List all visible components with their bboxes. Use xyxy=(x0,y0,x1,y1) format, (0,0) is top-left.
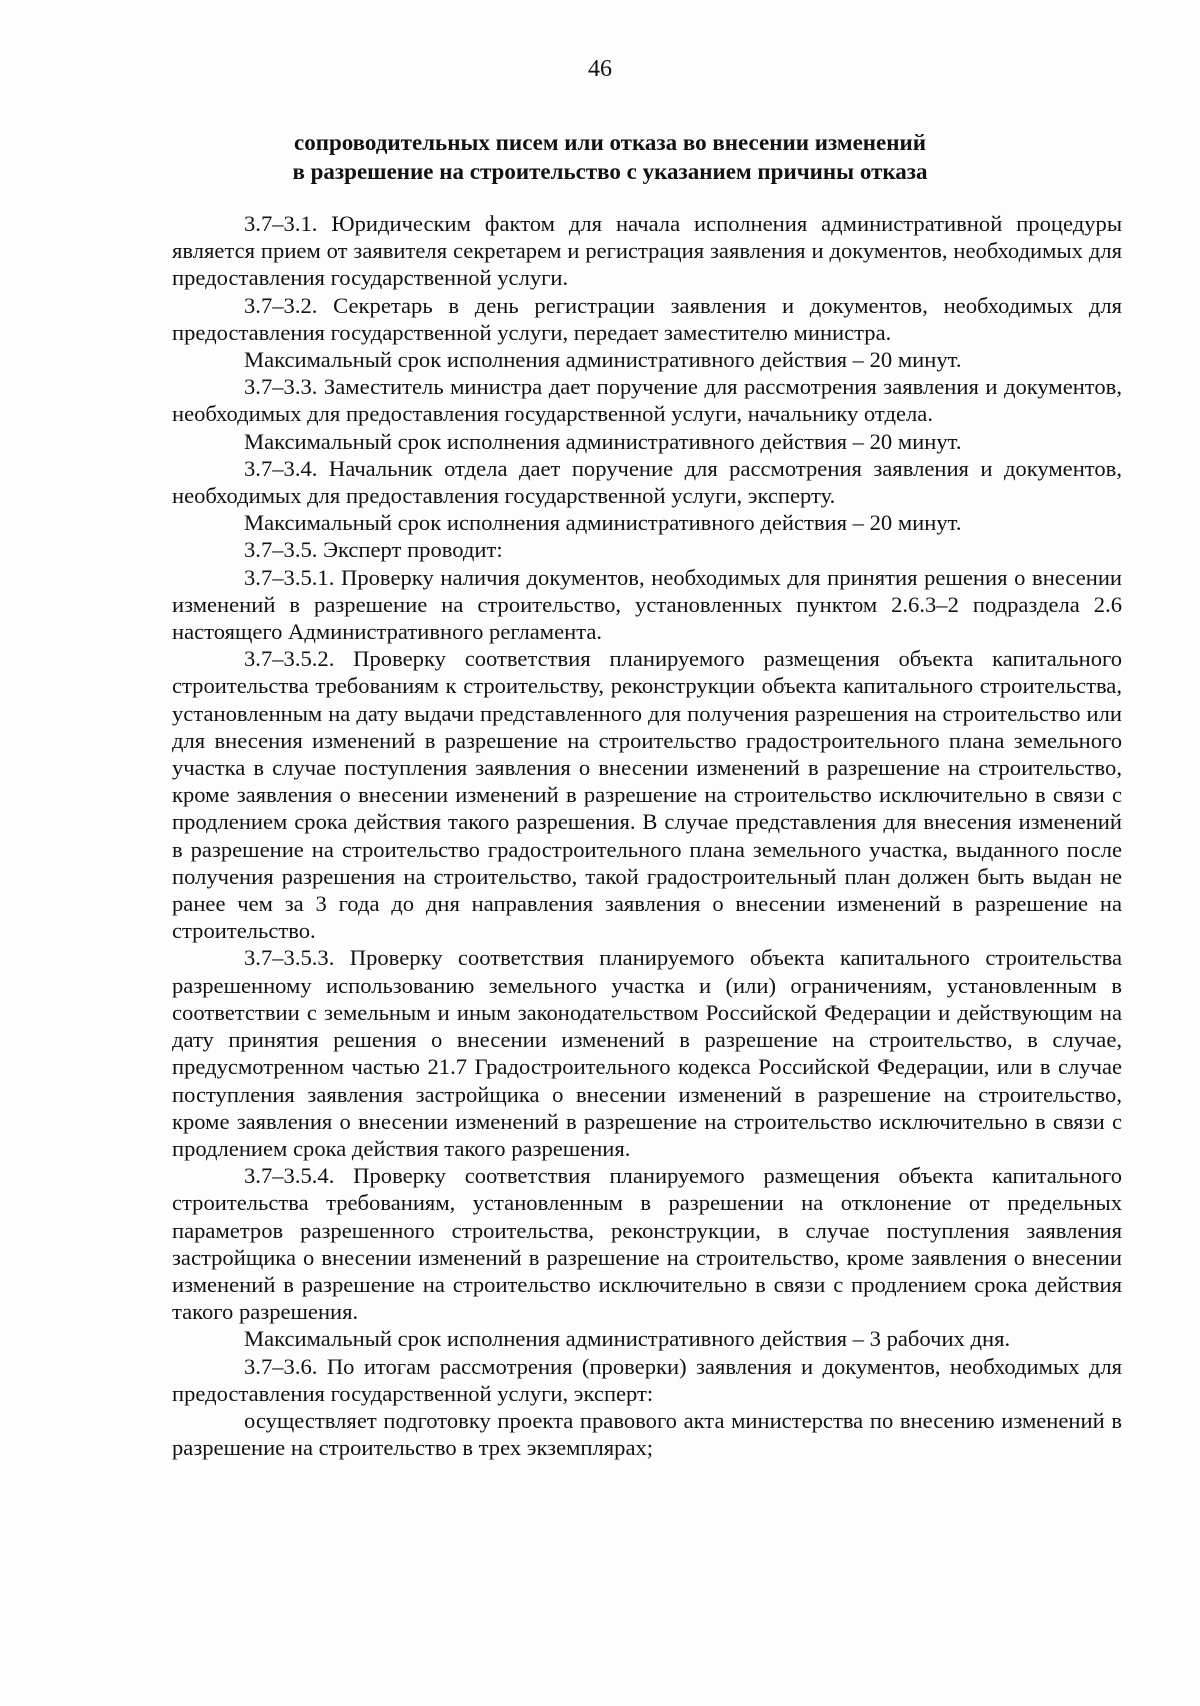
heading-line-2: в разрешение на строительство с указанием причины отказа xyxy=(292,159,928,184)
paragraph-3-7-3-4: 3.7–3.4. Начальник отдела дает поручение для рассмотрения заявления и документов, необходимых для предоставления государственной услуги, эксперту. xyxy=(172,455,1122,509)
paragraph-3-7-3-5-3: 3.7–3.5.3. Проверку соответствия планируемого объекта капитального строительства разрешенному использованию земельного участка и (или) ограничениям, установленным в соответствии с земельным и иным законодательством Российской Федерации и действующим на дату принятия решения о внесении изменений в разрешение на строительство, в случае, предусмотренном частью 21.7 Градостроительного кодекса Российской Федерации, или в случае поступления заявления застройщика о внесении изменений в разрешение на строительство, кроме заявления о внесении изменений в разрешение на строительство исключительно в связи с продлением срока действия такого разрешения. xyxy=(172,945,1122,1161)
paragraph-3-7-3-5-4: 3.7–3.5.4. Проверку соответствия планируемого размещения объекта капитального строительства требованиям, установленным в разрешении на отклонение от предельных параметров разрешенного строительства, реконструкции, в случае поступления заявления застройщика о внесении изменений в разрешение на строительство, кроме заявления о внесении изменений в разрешение на строительство исключительно в связи с продлением срока действия такого разрешения. xyxy=(172,1163,1122,1325)
paragraph-3-7-3-1: 3.7–3.1. Юридическим фактом для начала исполнения административной процедуры является прием от заявителя секретарем и регистрация заявления и документов, необходимых для предоставления государственной услуги. xyxy=(172,211,1122,291)
section-heading xyxy=(170,128,1050,186)
paragraph-max-term: Максимальный срок исполнения административного действия – 20 минут. xyxy=(244,347,962,373)
document-body xyxy=(172,210,1122,1461)
page-number: 46 xyxy=(588,56,612,82)
paragraph-max-term: Максимальный срок исполнения административного действия – 3 рабочих дня. xyxy=(244,1326,1011,1352)
paragraph-max-term: Максимальный срок исполнения административного действия – 20 минут. xyxy=(244,428,962,454)
paragraph-3-7-3-3: 3.7–3.3. Заместитель министра дает поручение для рассмотрения заявления и документов, необходимых для предоставления государственной услуги, начальнику отдела. xyxy=(172,374,1122,427)
paragraph-3-7-3-5: 3.7–3.5. Эксперт проводит: xyxy=(244,537,503,563)
paragraph-max-term: Максимальный срок исполнения административного действия – 20 минут. xyxy=(244,510,962,536)
heading-line-1: сопроводительных писем или отказа во внесении изменений xyxy=(293,130,926,155)
paragraph-3-7-3-5-1: 3.7–3.5.1. Проверку наличия документов, необходимых для принятия решения о внесении изменений в разрешение на строительство, установленных пунктом 2.6.3–2 подраздела 2.6 настоящего Административного регламента. xyxy=(172,564,1122,645)
paragraph-3-7-3-2: 3.7–3.2. Секретарь в день регистрации заявления и документов, необходимых для предоставления государственной услуги, передает заместителю министра. xyxy=(172,292,1122,345)
paragraph-expert-action: осуществляет подготовку проекта правового акта министерства по внесению изменений в разрешение на строительство в трех экземплярах; xyxy=(172,1407,1122,1461)
paragraph-3-7-3-5-2: 3.7–3.5.2. Проверку соответствия планируемого размещения объекта капитального строительства требованиям к строительству, реконструкции объекта капитального строительства, установленным на дату выдачи представленного для получения разрешения на строительство или для внесения изменений в разрешение на строительство градостроительного плана земельного участка в случае поступления заявления о внесении изменений в разрешение на строительство, кроме заявления о внесении изменений в разрешение на строительство исключительно в связи с продлением срока действия такого разрешения. В случае представления для внесения изменений в разрешение на строительство градостроительного плана земельного участка, выданного после получения разрешения на строительство, такой градостроительный план должен быть выдан не ранее чем за 3 года до дня направления заявления о внесении изменений в разрешение на строительство. xyxy=(172,646,1122,944)
paragraph-3-7-3-6: 3.7–3.6. По итогам рассмотрения (проверки) заявления и документов, необходимых для предоставления государственной услуги, эксперт: xyxy=(172,1353,1122,1406)
